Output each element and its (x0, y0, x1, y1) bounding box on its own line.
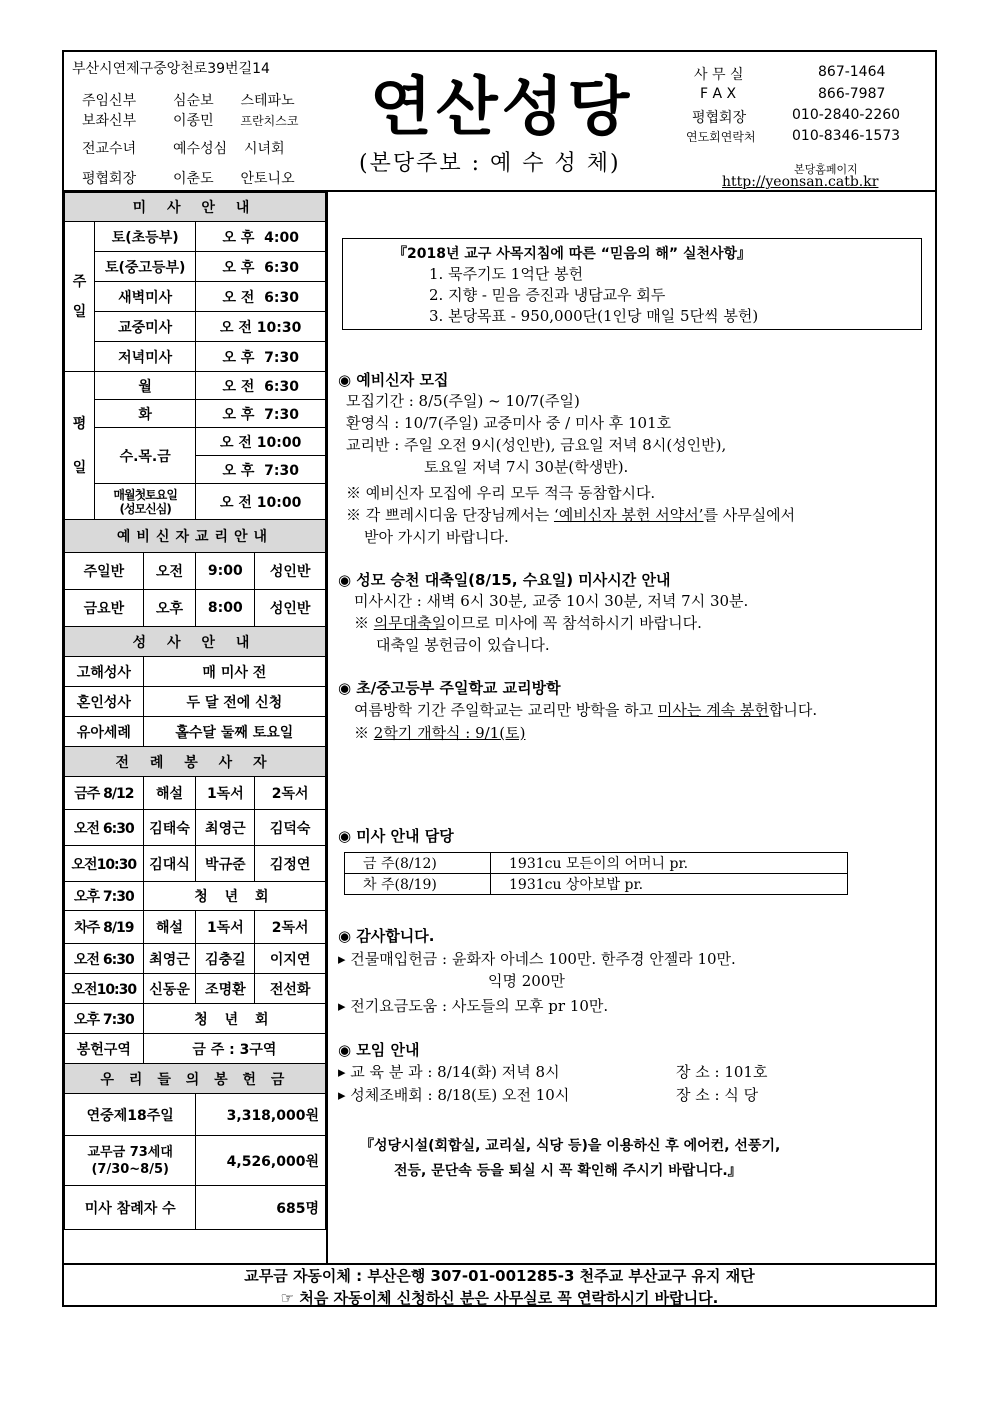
mass-time: 오 전 10:00 (196, 428, 326, 456)
class-type: 성인반 (255, 553, 326, 590)
mass-time: 오 후 7:30 (196, 400, 326, 428)
info-table (64, 192, 326, 1230)
section-line: 교리반 : 주일 오전 9시(성인반), 금요일 저녁 8시(성인반), (346, 436, 727, 454)
server-group: 청 년 회 (143, 1004, 325, 1034)
contact-label: F A X (700, 86, 737, 102)
server-slot: 오후 7:30 (65, 882, 144, 911)
server-slot: 오후 7:30 (65, 1004, 144, 1034)
sacrament-title: 성 사 안 내 (65, 627, 326, 657)
staff-name: 심순보 (173, 93, 214, 109)
homepage-label: 본당홈페이지 (794, 163, 858, 176)
offering-label: 교무금 73세대 (7/30~8/5) (65, 1136, 196, 1186)
server-slot: 오전 6:30 (65, 810, 144, 846)
server-name: 조명환 (196, 974, 255, 1004)
server-name: 김덕숙 (255, 810, 326, 846)
section-line: 환영식 : 10/7(주일) 교중미사 중 / 미사 후 101호 (346, 414, 672, 432)
offering-value: 4,526,000원 (196, 1136, 326, 1186)
mass-name: 저녁미사 (94, 342, 196, 372)
contact-label: 연도회연락처 (686, 130, 756, 144)
offering-label: 연중제18주일 (65, 1094, 196, 1136)
mass-name: 토(중고등부) (94, 252, 196, 282)
guide-pr: 1931cu 상아보밥 pr. (491, 874, 848, 895)
section-line: 미사시간 : 새벽 6시 30분, 교중 10시 30분, 저녁 7시 30분. (354, 592, 749, 610)
server-role: 해설 (143, 777, 196, 810)
staff-row (82, 138, 285, 158)
servers-title: 전 례 봉 사 자 (65, 747, 326, 777)
sacrament-info: 매 미사 전 (143, 657, 325, 687)
offering-area-value: 금 주 : 3구역 (143, 1034, 325, 1064)
mass-name: 토(초등부) (94, 222, 196, 252)
server-role: 2독서 (255, 777, 326, 810)
staff-name: 이종민 (173, 113, 214, 129)
server-slot: 오전10:30 (65, 846, 144, 882)
staff-row (82, 168, 295, 188)
section-line: ※ 예비신자 모집에 우리 모두 적극 동참합시다. (346, 484, 656, 502)
meeting-place: 장 소 : 식 당 (676, 1086, 759, 1104)
pastoral-box-title: 『2018년 교구 사목지침에 따른 “믿음의 해” 실천사항』 (393, 246, 752, 262)
sacrament-info: 홀수달 둘째 토요일 (143, 717, 325, 747)
contact-value: 867-1464 (818, 64, 886, 80)
server-role: 해설 (143, 911, 196, 944)
offering-title: 우 리 들 의 봉 헌 금 (65, 1064, 326, 1094)
section-title: ◉ 미사 안내 담당 (338, 827, 454, 845)
guide-pr: 1931cu 모든이의 어머니 pr. (491, 853, 848, 874)
offering-label: 미사 참례자 수 (65, 1186, 196, 1230)
server-role: 2독서 (255, 911, 326, 944)
section-line: ▸ 전기요금도움 : 사도들의 모후 pr 10만. (338, 997, 609, 1015)
mass-time: 오 전 10:30 (196, 312, 326, 342)
mass-time: 오 후 4:00 (196, 222, 326, 252)
pastoral-box (342, 238, 922, 330)
sacrament-name: 유아세례 (65, 717, 144, 747)
staff-name: 예수성심 (173, 141, 228, 157)
bulletin-subtitle: (본당주보 : 예 수 성 체) (359, 151, 621, 176)
facility-notice: 『성당시설(회합실, 교리실, 식당 등)을 이용하신 후 에어컨, 선풍기, (360, 1138, 781, 1154)
class-time: 9:00 (196, 553, 255, 590)
column-divider (326, 192, 328, 1263)
mass-name: 월 (94, 372, 196, 400)
footer-transfer: 교무금 자동이체 : 부산은행 307-01-001285-3 천주교 부산교구 유지 재단 (244, 1267, 755, 1285)
server-name: 최영근 (143, 944, 196, 974)
meeting-line: ▸ 성체조배회 : 8/18(토) 오전 10시 (338, 1086, 570, 1104)
section-note: ※ 각 쁘레시디움 단장님께서는 ‘예비신자 봉헌 서약서’를 사무실에서 (346, 506, 796, 524)
staff-saint: 시녀회 (244, 141, 285, 157)
server-name: 김대식 (143, 846, 196, 882)
staff-name: 이춘도 (173, 171, 214, 187)
contact-value: 866-7987 (818, 86, 886, 102)
mass-guide-table (344, 852, 848, 895)
section-title: ◉ 초/중고등부 주일학교 교리방학 (338, 679, 561, 697)
class-type: 성인반 (255, 590, 326, 627)
staff-role: 주임신부 (82, 93, 137, 109)
staff-row (82, 110, 298, 130)
pastoral-item: 1. 묵주기도 1억단 봉헌 (429, 265, 584, 283)
server-name: 최영근 (196, 810, 255, 846)
contact-value: 010-2840-2260 (792, 107, 901, 123)
class-time: 8:00 (196, 590, 255, 627)
class-name: 금요반 (65, 590, 144, 627)
server-slot: 금주 8/12 (65, 777, 144, 810)
pastoral-item: 3. 본당목표 - 950,000단(1인당 매일 5단씩 봉헌) (429, 307, 759, 325)
guide-week: 차 주(8/19) (345, 874, 491, 895)
server-name: 신동운 (143, 974, 196, 1004)
homepage-link[interactable]: http://yeonsan.catb.kr (722, 174, 879, 190)
offering-area-label: 봉헌구역 (65, 1034, 144, 1064)
sacrament-name: 혼인성사 (65, 687, 144, 717)
attendance-value: 685명 (196, 1186, 326, 1230)
class-ampm: 오전 (143, 553, 196, 590)
section-line: ※ 의무대축일이므로 미사에 꼭 참석하시기 바랍니다. (354, 614, 702, 632)
facility-notice: 전등, 문단속 등을 퇴실 시 꼭 확인해 주시기 바랍니다.』 (394, 1163, 742, 1179)
class-ampm: 오후 (143, 590, 196, 627)
staff-role: 전교수녀 (82, 141, 137, 157)
meeting-place: 장 소 : 101호 (676, 1063, 768, 1081)
staff-saint: 안토니오 (240, 171, 295, 187)
section-note: 받아 가시기 바랍니다. (364, 528, 509, 546)
catechumen-title: 예비신자교리안내 (65, 520, 326, 553)
section-title: ◉ 감사합니다. (338, 927, 435, 945)
staff-role: 보좌신부 (82, 113, 137, 129)
sacrament-name: 고해성사 (65, 657, 144, 687)
server-slot: 차주 8/19 (65, 911, 144, 944)
staff-role: 평협회장 (82, 171, 137, 187)
class-name: 주일반 (65, 553, 144, 590)
server-name: 박규준 (196, 846, 255, 882)
section-line: 모집기간 : 8/5(주일) ~ 10/7(주일) (346, 392, 580, 410)
server-name: 김정연 (255, 846, 326, 882)
sacrament-info: 두 달 전에 신청 (143, 687, 325, 717)
mass-time: 오 전 6:30 (196, 282, 326, 312)
mass-title: 미 사 안 내 (65, 193, 326, 222)
mass-time: 오 전 10:00 (196, 484, 326, 520)
server-slot: 오전10:30 (65, 974, 144, 1004)
section-line: 대축일 봉헌금이 있습니다. (376, 636, 550, 654)
server-name: 전선화 (255, 974, 326, 1004)
section-line: ※ 2학기 개학식 : 9/1(토) (354, 724, 526, 742)
parish-title: 연산성당 (370, 71, 634, 145)
pastoral-item: 2. 지향 - 믿음 증진과 냉담교우 회두 (429, 286, 666, 304)
server-slot: 오전 6:30 (65, 944, 144, 974)
server-role: 1독서 (196, 911, 255, 944)
footer-note: ☞ 처음 자동이체 신청하신 분은 사무실로 꼭 연락하시기 바랍니다. (280, 1289, 719, 1307)
mass-name: 화 (94, 400, 196, 428)
section-line: 익명 200만 (488, 972, 565, 990)
bulletin-frame (62, 50, 937, 1307)
staff-saint: 프란치스코 (240, 114, 299, 128)
mass-time: 오 후 7:30 (196, 342, 326, 372)
contact-label: 사 무 실 (694, 67, 744, 83)
section-line: 토요일 저녁 7시 30분(학생반). (424, 458, 629, 476)
section-line: 여름방학 기간 주일학교는 교리만 방학을 하고 미사는 계속 봉헌합니다. (354, 701, 818, 719)
server-name: 김충길 (196, 944, 255, 974)
contact-value: 010-8346-1573 (792, 128, 901, 144)
mass-name: 새벽미사 (94, 282, 196, 312)
server-role: 1독서 (196, 777, 255, 810)
server-name: 이지연 (255, 944, 326, 974)
address: 부산시연제구중앙천로39번길14 (72, 61, 270, 77)
section-title: ◉ 모임 안내 (338, 1041, 420, 1059)
offering-value: 3,318,000원 (196, 1094, 326, 1136)
meeting-line: ▸ 교 육 분 과 : 8/14(화) 저녁 8시 (338, 1063, 560, 1081)
staff-saint: 스테파노 (240, 93, 295, 109)
mass-name: 수.목.금 (94, 428, 196, 484)
section-line: ▸ 건물매입헌금 : 윤화자 아네스 100만. 한주경 안젤라 10만. (338, 950, 736, 968)
server-group: 청 년 회 (143, 882, 325, 911)
guide-week: 금 주(8/12) (345, 853, 491, 874)
weekday-label: 평일 (65, 372, 95, 520)
mass-time: 오 후 7:30 (196, 456, 326, 484)
mass-time: 오 전 6:30 (196, 372, 326, 400)
staff-row (82, 90, 295, 110)
mass-time: 오 후 6:30 (196, 252, 326, 282)
section-title: ◉ 성모 승천 대축일(8/15, 수요일) 미사시간 안내 (338, 571, 671, 589)
mass-name: 매월첫토요일 (성모신심) (94, 484, 196, 520)
mass-name: 교중미사 (94, 312, 196, 342)
server-name: 김태숙 (143, 810, 196, 846)
contact-label: 평협회장 (692, 110, 747, 126)
section-title: ◉ 예비신자 모집 (338, 371, 449, 389)
sunday-label: 주일 (65, 222, 95, 372)
